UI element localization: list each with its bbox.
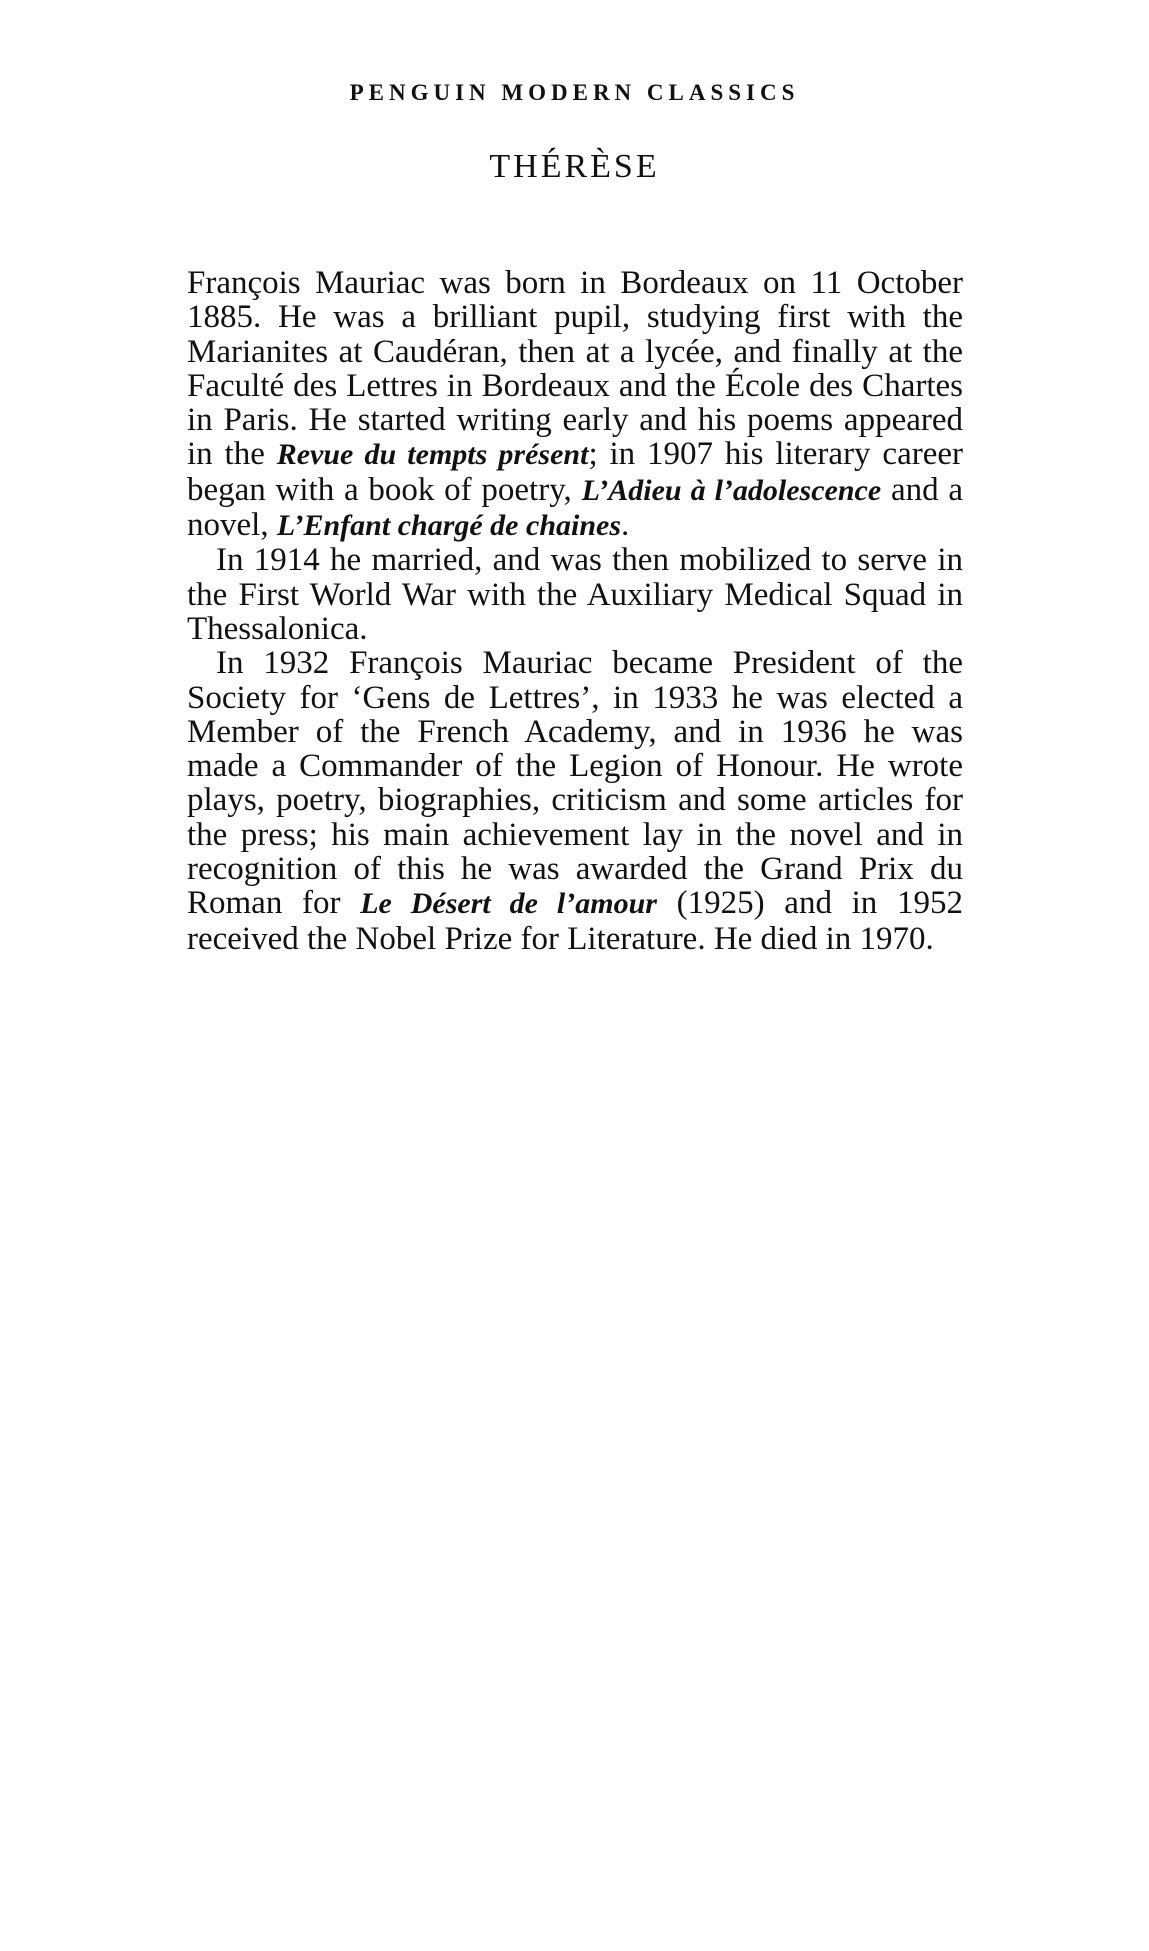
bio-paragraph-3 [187, 646, 963, 956]
bio-p3-text-a: In 1932 François Mauriac became President of the Society for ‘Gens de Lettres’, in 1933 he was elected a Member of the French Academy, and in 1936 he was made a Commander of the Legion of Honour. He wrote plays, poetry, biographies, criticism and some articles for the press; his main achievement lay in the novel and in recognition of this he was awarded the Grand Prix du Roman for [187, 645, 963, 922]
bio-paragraph-2: In 1914 he married, and was then mobilized to serve in the First World War with the Auxiliary Medical Squad in Thessalonica. [187, 542, 963, 647]
poetry-book-title: L’Adieu à l’adolescence [581, 473, 882, 507]
bio-p1-text-c: and a novel, [187, 471, 963, 544]
journal-title: Revue du tempts présent [276, 438, 589, 472]
author-biography [187, 266, 963, 956]
book-title: THÉRÈSE [489, 148, 660, 185]
bio-p1-text-d: . [621, 507, 630, 544]
bio-p1-text-b: ; in 1907 his literary career began with a book of poetry, [187, 436, 963, 508]
bio-p3-text-b: (1925) and in 1952 received the Nobel Prize for Literature. He died in 1970. [187, 885, 963, 957]
bio-p1-text-a: François Mauriac was born in Bordeaux on 11 October 1885. He was a brilliant pupil, studying first with the Marianites at Caudéran, then at a lycée, and finally at the Faculté des Lettres in Bordeaux and the École des Chartes in Paris. He started writing early and his poems appeared in the [187, 265, 963, 473]
bio-paragraph-1 [187, 266, 963, 543]
series-heading: PENGUIN MODERN CLASSICS [349, 80, 800, 105]
award-novel-title: Le Désert de l’amour [360, 887, 657, 921]
novel-title: L’Enfant chargé de chaines [276, 509, 622, 543]
